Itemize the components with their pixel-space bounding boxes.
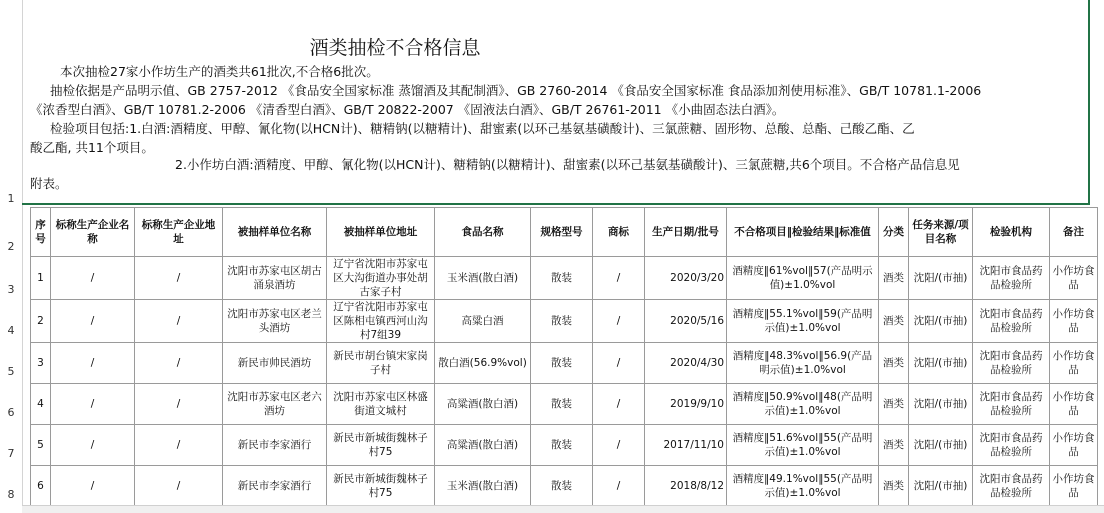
table-cell[interactable]: 散装: [531, 343, 593, 384]
table-cell[interactable]: /: [135, 257, 223, 300]
table-cell[interactable]: 沈阳市苏家屯区老兰头酒坊: [223, 300, 327, 343]
table-cell[interactable]: 4: [31, 384, 51, 425]
header-cell[interactable]: 任务来源/项目名称: [909, 208, 973, 257]
table-cell[interactable]: 2019/9/10: [645, 384, 727, 425]
header-cell[interactable]: 序号: [31, 208, 51, 257]
table-cell[interactable]: /: [135, 384, 223, 425]
table-cell[interactable]: 沈阳/(市抽): [909, 343, 973, 384]
merged-header-cell[interactable]: [22, 0, 1090, 205]
header-cell[interactable]: 备注: [1050, 208, 1098, 257]
table-cell[interactable]: 辽宁省沈阳市苏家屯区大沟街道办事处胡古家子村: [327, 257, 435, 300]
table-cell[interactable]: 2020/3/20: [645, 257, 727, 300]
header-cell[interactable]: 生产日期/批号: [645, 208, 727, 257]
table-cell[interactable]: 5: [31, 425, 51, 466]
table-cell[interactable]: 沈阳/(市抽): [909, 257, 973, 300]
table-cell[interactable]: 酒精度‖50.9%vol‖48(产品明示值)±1.0%vol: [727, 384, 879, 425]
table-cell[interactable]: 酒类: [879, 257, 909, 300]
table-cell[interactable]: 小作坊食品: [1050, 343, 1098, 384]
table-cell[interactable]: 沈阳/(市抽): [909, 466, 973, 507]
table-cell[interactable]: 沈阳市食品药品检验所: [973, 343, 1050, 384]
table-cell[interactable]: /: [593, 425, 645, 466]
table-cell[interactable]: 2018/8/12: [645, 466, 727, 507]
header-cell[interactable]: 被抽样单位名称: [223, 208, 327, 257]
intro-line-6: 2.小作坊白酒:酒精度、甲醇、氰化物(以HCN计)、糖精钠(以糖精计)、甜蜜素(以环己基氨基磺酸计)、三氯蔗糖,共6个项目。不合格产品信息见: [175, 157, 960, 172]
table-cell[interactable]: 沈阳市食品药品检验所: [973, 384, 1050, 425]
table-cell[interactable]: 辽宁省沈阳市苏家屯区陈相屯镇西河山沟村7组39: [327, 300, 435, 343]
sheet-title: 酒类抽检不合格信息: [309, 37, 481, 59]
table-cell[interactable]: 酒精度‖49.1%vol‖55(产品明示值)±1.0%vol: [727, 466, 879, 507]
row-number-8[interactable]: 8: [7, 488, 15, 501]
row-number-6[interactable]: 6: [7, 406, 15, 419]
table-cell[interactable]: /: [593, 300, 645, 343]
table-cell[interactable]: 小作坊食品: [1050, 300, 1098, 343]
table-cell[interactable]: 小作坊食品: [1050, 384, 1098, 425]
table-cell[interactable]: 酒类: [879, 300, 909, 343]
table-cell[interactable]: 沈阳市苏家屯区林盛街道文城村: [327, 384, 435, 425]
table-row: [31, 300, 1098, 343]
header-cell[interactable]: 标称生产企业名称: [51, 208, 135, 257]
table-cell[interactable]: /: [51, 384, 135, 425]
row-number-2[interactable]: 2: [7, 240, 15, 253]
table-cell[interactable]: 散装: [531, 466, 593, 507]
table-cell[interactable]: /: [593, 257, 645, 300]
header-cell[interactable]: 规格型号: [531, 208, 593, 257]
table-cell[interactable]: 沈阳市食品药品检验所: [973, 300, 1050, 343]
table-cell[interactable]: 酒精度‖55.1%vol‖59(产品明示值)±1.0%vol: [727, 300, 879, 343]
table-cell[interactable]: 酒类: [879, 343, 909, 384]
row-number-4[interactable]: 4: [7, 324, 15, 337]
table-cell[interactable]: 高粱酒(散白酒): [435, 384, 531, 425]
table-cell[interactable]: 散装: [531, 300, 593, 343]
row-header-column[interactable]: [0, 0, 23, 512]
table-cell[interactable]: 新民市新城街魏林子村75: [327, 425, 435, 466]
table-cell[interactable]: /: [51, 257, 135, 300]
header-cell[interactable]: 分类: [879, 208, 909, 257]
table-cell[interactable]: 高粱白酒: [435, 300, 531, 343]
table-row: [31, 384, 1098, 425]
table-row: [31, 343, 1098, 384]
header-cell[interactable]: 商标: [593, 208, 645, 257]
table-cell[interactable]: 玉米酒(散白酒): [435, 257, 531, 300]
table-cell[interactable]: 散装: [531, 384, 593, 425]
header-cell[interactable]: 被抽样单位地址: [327, 208, 435, 257]
table-cell[interactable]: /: [51, 300, 135, 343]
table-cell[interactable]: 沈阳市苏家屯区老六酒坊: [223, 384, 327, 425]
header-cell[interactable]: 检验机构: [973, 208, 1050, 257]
table-cell[interactable]: /: [593, 384, 645, 425]
table-cell[interactable]: 6: [31, 466, 51, 507]
header-cell[interactable]: 标称生产企业地址: [135, 208, 223, 257]
row-number-5[interactable]: 5: [7, 365, 15, 378]
table-cell[interactable]: /: [593, 466, 645, 507]
table-cell[interactable]: /: [593, 343, 645, 384]
table-cell[interactable]: /: [135, 466, 223, 507]
table-cell[interactable]: 小作坊食品: [1050, 466, 1098, 507]
intro-line-2: 抽检依据是产品明示值、GB 2757-2012 《食品安全国家标准 蒸馏酒及其配制酒》、GB 2760-2014 《食品安全国家标准 食品添加剂使用标准》、GB/T 10781.1-2006: [50, 83, 982, 98]
table-header-row: [31, 208, 1098, 257]
table-cell[interactable]: 新民市胡台镇宋家岗子村: [327, 343, 435, 384]
row-number-7[interactable]: 7: [7, 447, 15, 460]
table-row: [31, 466, 1098, 507]
intro-line-7: 附表。: [30, 176, 68, 191]
table-cell[interactable]: 小作坊食品: [1050, 425, 1098, 466]
table-cell[interactable]: 2017/11/10: [645, 425, 727, 466]
table-cell[interactable]: /: [51, 466, 135, 507]
table-cell[interactable]: 酒类: [879, 466, 909, 507]
table-cell[interactable]: /: [135, 425, 223, 466]
table-cell[interactable]: 散白酒(56.9%vol): [435, 343, 531, 384]
table-cell[interactable]: 玉米酒(散白酒): [435, 466, 531, 507]
table-cell[interactable]: 酒精度‖61%vol‖57(产品明示值)±1.0%vol: [727, 257, 879, 300]
table-cell[interactable]: 酒精度‖51.6%vol‖55(产品明示值)±1.0%vol: [727, 425, 879, 466]
table-cell[interactable]: 2020/5/16: [645, 300, 727, 343]
table-cell[interactable]: 沈阳/(市抽): [909, 300, 973, 343]
table-cell[interactable]: 新民市李家酒行: [223, 425, 327, 466]
table-cell[interactable]: 散装: [531, 257, 593, 300]
header-cell[interactable]: 不合格项目‖检验结果‖标准值: [727, 208, 879, 257]
row-number-1[interactable]: 1: [7, 192, 15, 205]
table-cell[interactable]: /: [135, 300, 223, 343]
table-cell[interactable]: 新民市李家酒行: [223, 466, 327, 507]
table-cell[interactable]: 沈阳市苏家屯区胡古涌泉酒坊: [223, 257, 327, 300]
table-cell[interactable]: 2020/4/30: [645, 343, 727, 384]
table-cell[interactable]: 酒精度‖48.3%vol‖56.9(产品明示值)±1.0%vol: [727, 343, 879, 384]
table-cell[interactable]: 沈阳市食品药品检验所: [973, 257, 1050, 300]
table-cell[interactable]: 小作坊食品: [1050, 257, 1098, 300]
table-cell[interactable]: 新民市新城街魏林子村75: [327, 466, 435, 507]
intro-line-5: 酸乙酯, 共11个项目。: [30, 140, 154, 155]
failed-items-table: [30, 207, 1098, 507]
table-cell[interactable]: 沈阳/(市抽): [909, 425, 973, 466]
table-cell[interactable]: 1: [31, 257, 51, 300]
table-cell[interactable]: 酒类: [879, 425, 909, 466]
table-cell[interactable]: 3: [31, 343, 51, 384]
table-cell[interactable]: /: [51, 343, 135, 384]
table-cell[interactable]: 酒类: [879, 384, 909, 425]
table-row: [31, 257, 1098, 300]
row-number-3[interactable]: 3: [7, 283, 15, 296]
table-cell[interactable]: 2: [31, 300, 51, 343]
table-cell[interactable]: 沈阳/(市抽): [909, 384, 973, 425]
table-cell[interactable]: 沈阳市食品药品检验所: [973, 425, 1050, 466]
table-cell[interactable]: 沈阳市食品药品检验所: [973, 466, 1050, 507]
table-cell[interactable]: 高粱酒(散白酒): [435, 425, 531, 466]
table-cell[interactable]: 新民市帅民酒坊: [223, 343, 327, 384]
table-cell[interactable]: /: [51, 425, 135, 466]
header-cell[interactable]: 食品名称: [435, 208, 531, 257]
intro-line-3: 《浓香型白酒》、GB/T 10781.2-2006 《清香型白酒》、GB/T 20822-2007 《固液法白酒》、GB/T 26761-2011 《小曲固态法白酒》。: [30, 102, 785, 117]
intro-line-4: 检验项目包括:1.白酒:酒精度、甲醇、氰化物(以HCN计)、糖精钠(以糖精计)、甜蜜素(以环己基氨基磺酸计)、三氯蔗糖、固形物、总酸、总酯、己酸乙酯、乙: [50, 121, 915, 136]
intro-line-1: 本次抽检27家小作坊生产的酒类共61批次,不合格6批次。: [60, 64, 379, 79]
table-row: [31, 425, 1098, 466]
table-cell[interactable]: 散装: [531, 425, 593, 466]
table-cell[interactable]: /: [135, 343, 223, 384]
